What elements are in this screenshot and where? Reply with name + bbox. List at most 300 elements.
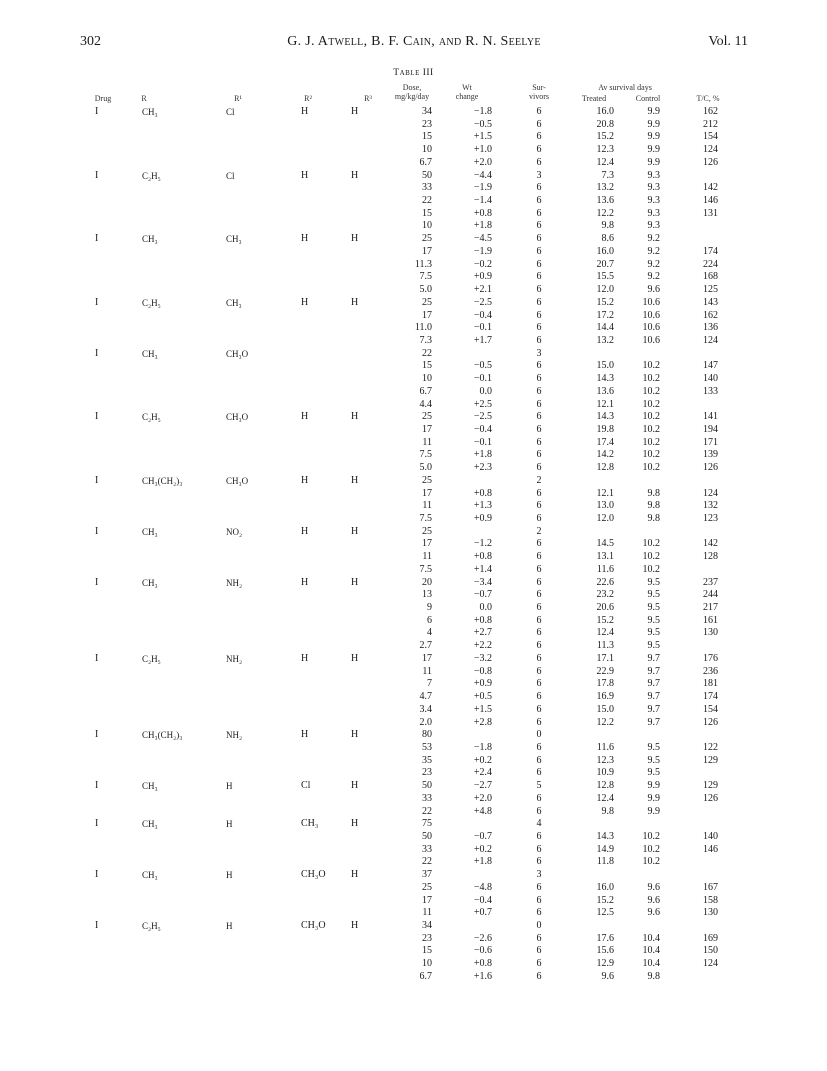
cell-r2: H [301,576,309,588]
cell-wt-change: +0.9 [473,513,492,524]
cell-treated: 22.6 [596,576,614,588]
table-row [0,971,827,984]
cell-dose: 35 [422,754,432,766]
header-treated: Treated [581,94,607,103]
cell-r1: CH₃ [226,297,242,308]
cell-survivors: 6 [536,284,542,296]
cell-wt-change: −2.5 [473,411,492,423]
cell-wt-change: +2.5 [473,398,492,410]
cell-dose: 80 [422,729,432,741]
cell-survivors: 6 [536,538,542,550]
cell-treated: 17.2 [596,309,614,321]
cell-dose: 17 [422,245,432,257]
cell-tc: 128 [703,551,718,563]
table-row [0,806,827,819]
cell-tc: 126 [703,156,718,168]
table-row [0,844,827,857]
cell-drug: I [95,652,99,664]
cell-dose: 10 [422,220,432,232]
cell-dose: 4.7 [419,691,432,703]
cell-tc: 136 [703,322,718,334]
cell-survivors: 6 [536,449,542,461]
cell-control: 10.2 [642,538,660,550]
cell-treated: 7.3 [601,169,614,181]
cell-wt-change: +0.8 [473,614,492,626]
cell-treated: 17.6 [596,932,614,944]
cell-treated: 12.9 [596,958,614,970]
cell-dose: 11.3 [414,258,432,270]
cell-treated: 14.3 [596,830,614,842]
cell-drug: I [95,411,99,423]
table-row [0,958,827,971]
cell-tc: 129 [703,780,718,792]
cell-wt-change: −1.9 [473,245,492,257]
cell-treated: 13.6 [596,385,614,397]
cell-survivors: 6 [536,156,542,168]
cell-dose: 11 [422,500,432,512]
cell-treated: 13.2 [596,334,614,346]
table-row [0,144,827,157]
cell-wt-change: −0.4 [473,423,492,435]
cell-drug: I [95,729,99,741]
cell-control: 10.2 [642,436,660,448]
cell-drug: I [95,869,99,881]
cell-survivors: 6 [536,665,542,677]
cell-treated: 12.8 [596,780,614,792]
cell-survivors: 6 [536,220,542,232]
cell-tc: 167 [703,881,718,893]
cell-tc: 194 [703,423,718,435]
cell-r: C₂H₅ [142,297,161,308]
cell-wt-change: −1.4 [473,195,492,207]
table-row [0,729,827,742]
cell-survivors: 6 [536,487,542,499]
cell-dose: 25 [422,296,432,308]
table-row [0,259,827,272]
cell-wt-change: −0.8 [473,665,492,677]
cell-r1: H [226,819,233,830]
cell-survivors: 6 [536,385,542,397]
cell-tc: 124 [703,958,718,970]
cell-survivors: 6 [536,602,542,614]
cell-tc: 125 [703,284,718,296]
cell-wt-change: −4.5 [473,233,492,245]
cell-control: 9.8 [647,487,660,499]
cell-control: 10.6 [642,322,660,334]
cell-survivors: 6 [536,741,542,753]
cell-control: 9.3 [647,220,660,232]
cell-survivors: 6 [536,195,542,207]
cell-survivors: 6 [536,627,542,639]
cell-treated: 13.6 [596,195,614,207]
cell-tc: 123 [703,513,718,524]
cell-control: 9.5 [647,754,660,766]
cell-wt-change: +2.1 [473,284,492,296]
cell-survivors: 6 [536,563,542,575]
cell-control: 9.9 [647,780,660,792]
cell-r2: CH₃O [301,869,326,881]
cell-dose: 13 [422,589,432,601]
cell-survivors: 6 [536,767,542,779]
cell-wt-change: +1.8 [473,856,492,868]
cell-control: 10.4 [642,932,660,944]
cell-treated: 12.4 [596,156,614,168]
cell-control: 9.5 [647,576,660,588]
cell-survivors: 6 [536,245,542,257]
cell-tc: 237 [703,576,718,588]
cell-tc: 143 [703,296,718,308]
cell-survivors: 6 [536,309,542,321]
cell-r: CH₃ [142,870,158,881]
cell-wt-change: +1.0 [473,144,492,156]
cell-drug: I [95,920,99,931]
cell-control: 9.2 [647,233,660,245]
cell-tc: 141 [703,411,718,423]
table-row [0,233,827,246]
table-row [0,564,827,577]
cell-treated: 13.0 [596,500,614,512]
cell-r1: H [226,870,233,881]
cell-dose: 17 [422,894,432,906]
cell-dose: 17 [422,487,432,499]
cell-dose: 17 [422,423,432,435]
cell-wt-change: −0.5 [473,118,492,130]
cell-treated: 16.9 [596,691,614,703]
table-row [0,895,827,908]
cell-survivors: 6 [536,652,542,664]
cell-wt-change: −0.4 [473,894,492,906]
cell-wt-change: +0.9 [473,678,492,690]
cell-tc: 140 [703,373,718,385]
table-row [0,157,827,170]
cell-r1: NH₂ [226,653,243,664]
cell-dose: 25 [422,525,432,537]
cell-r: CH₃(CH₂)₃ [142,475,183,486]
cell-control: 9.9 [647,106,660,117]
cell-treated: 13.2 [596,182,614,194]
cell-survivors: 6 [536,106,542,117]
cell-wt-change: +0.8 [473,207,492,219]
cell-tc: 142 [703,538,718,550]
cell-dose: 15 [422,360,432,372]
cell-r1: CH₃O [226,475,249,486]
cell-control: 9.9 [647,805,660,817]
cell-wt-change: −2.5 [473,296,492,308]
cell-wt-change: −0.1 [473,436,492,448]
cell-dose: 17 [422,309,432,321]
cell-dose: 22 [422,856,432,868]
cell-tc: 147 [703,360,718,372]
cell-dose: 53 [422,741,432,753]
cell-wt-change: −3.2 [473,652,492,664]
cell-drug: I [95,347,99,359]
cell-r2: H [301,652,309,664]
cell-r3: H [351,106,359,117]
cell-dose: 5.0 [419,462,432,474]
cell-survivors: 6 [536,703,542,715]
cell-dose: 22 [422,195,432,207]
table-row [0,640,827,653]
table-row [0,513,827,526]
cell-dose: 15 [422,945,432,957]
table-row [0,742,827,755]
cell-dose: 75 [422,818,432,830]
cell-dose: 11 [422,551,432,563]
cell-wt-change: +0.5 [473,691,492,703]
table-row [0,386,827,399]
table-row [0,475,827,488]
cell-r: CH₃ [142,234,158,245]
table-row [0,488,827,501]
cell-r1: H [226,921,233,931]
cell-wt-change: −0.1 [473,373,492,385]
cell-wt-change: +0.8 [473,551,492,563]
cell-control: 10.6 [642,296,660,308]
cell-r3: H [351,869,359,881]
cell-dose: 10 [422,144,432,156]
cell-dose: 11 [422,436,432,448]
table-row [0,793,827,806]
cell-control: 9.5 [647,741,660,753]
cell-control: 9.2 [647,245,660,257]
cell-survivors: 6 [536,678,542,690]
cell-wt-change: −1.8 [473,106,492,117]
cell-dose: 22 [422,347,432,359]
cell-dose: 11 [422,907,432,919]
cell-tc: 181 [703,678,718,690]
cell-control: 10.6 [642,334,660,346]
cell-control: 9.8 [647,970,660,982]
cell-wt-change: +1.3 [473,500,492,512]
cell-control: 9.5 [647,767,660,779]
cell-dose: 7.5 [419,563,432,575]
cell-treated: 11.6 [596,741,614,753]
cell-dose: 50 [422,169,432,181]
cell-r: CH₃ [142,819,158,830]
cell-treated: 14.3 [596,411,614,423]
cell-tc: 132 [703,500,718,512]
cell-survivors: 6 [536,958,542,970]
cell-drug: I [95,233,99,245]
cell-tc: 129 [703,754,718,766]
cell-dose: 33 [422,843,432,855]
cell-r3: H [351,920,359,931]
header-r3: R³ [364,94,372,103]
cell-survivors: 6 [536,436,542,448]
cell-control: 9.7 [647,691,660,703]
cell-wt-change: 0.0 [479,602,492,614]
cell-control: 9.7 [647,678,660,690]
cell-dose: 7.5 [419,271,432,283]
cell-dose: 11 [422,665,432,677]
cell-dose: 22 [422,805,432,817]
table-row [0,335,827,348]
cell-survivors: 3 [536,169,542,181]
cell-wt-change: +1.8 [473,449,492,461]
cell-survivors: 6 [536,830,542,842]
cell-treated: 11.6 [596,563,614,575]
cell-tc: 124 [703,334,718,346]
cell-survivors: 6 [536,513,542,524]
table-row [0,220,827,233]
cell-wt-change: +0.8 [473,487,492,499]
cell-survivors: 6 [536,945,542,957]
cell-r: C₂H₅ [142,653,161,664]
cell-survivors: 6 [536,296,542,308]
cell-r2: H [301,474,309,486]
cell-treated: 15.0 [596,703,614,715]
table-row [0,360,827,373]
cell-control: 9.6 [647,881,660,893]
table-row [0,182,827,195]
table-row [0,246,827,259]
cell-dose: 50 [422,830,432,842]
cell-survivors: 6 [536,462,542,474]
cell-control: 10.2 [642,360,660,372]
cell-treated: 16.0 [596,106,614,117]
cell-r1: CH₃O [226,412,249,423]
cell-treated: 12.0 [596,284,614,296]
cell-treated: 10.9 [596,767,614,779]
cell-r: C₂H₅ [142,921,161,931]
cell-survivors: 6 [536,894,542,906]
cell-survivors: 3 [536,347,542,359]
cell-survivors: 6 [536,970,542,982]
cell-dose: 23 [422,118,432,130]
table-row [0,678,827,691]
cell-control: 9.9 [647,118,660,130]
cell-treated: 17.8 [596,678,614,690]
cell-tc: 161 [703,614,718,626]
table-row [0,322,827,335]
header-surv-line2: vivors [529,92,549,101]
cell-control: 9.9 [647,792,660,804]
cell-treated: 16.0 [596,881,614,893]
cell-r: CH₃ [142,107,158,117]
cell-survivors: 6 [536,131,542,143]
cell-survivors: 6 [536,551,542,563]
table-row [0,208,827,221]
volume-label: Vol. 11 [708,34,748,49]
cell-wt-change: −0.7 [473,589,492,601]
cell-r1: NH₂ [226,577,243,588]
header-survivors [520,83,558,101]
table-row [0,119,827,132]
cell-dose: 37 [422,869,432,881]
table-row [0,297,827,310]
cell-tc: 154 [703,703,718,715]
cell-wt-change: −1.9 [473,182,492,194]
cell-r3: H [351,652,359,664]
cell-dose: 7.5 [419,449,432,461]
table-row [0,373,827,386]
cell-wt-change: +1.8 [473,220,492,232]
cell-treated: 15.0 [596,360,614,372]
cell-drug: I [95,525,99,537]
page-number: 302 [80,34,101,49]
cell-wt-change: +2.7 [473,627,492,639]
cell-treated: 12.4 [596,792,614,804]
cell-drug: I [95,474,99,486]
cell-dose: 7 [427,678,432,690]
cell-treated: 12.3 [596,144,614,156]
cell-dose: 20 [422,576,432,588]
cell-control: 10.2 [642,423,660,435]
cell-treated: 20.7 [596,258,614,270]
table-row [0,691,827,704]
cell-r3: H [351,729,359,741]
cell-tc: 131 [703,207,718,219]
cell-control: 9.9 [647,144,660,156]
cell-wt-change: +0.2 [473,754,492,766]
cell-wt-change: −0.2 [473,258,492,270]
cell-wt-change: +1.4 [473,563,492,575]
cell-tc: 176 [703,652,718,664]
cell-survivors: 6 [536,144,542,156]
cell-tc: 146 [703,843,718,855]
cell-wt-change: −1.8 [473,741,492,753]
cell-control: 10.2 [642,373,660,385]
cell-tc: 171 [703,436,718,448]
cell-dose: 23 [422,932,432,944]
cell-dose: 4 [427,627,432,639]
cell-control: 9.3 [647,169,660,181]
table-row [0,411,827,424]
cell-r: C₂H₅ [142,170,161,181]
cell-dose: 6.7 [419,156,432,168]
cell-survivors: 6 [536,754,542,766]
cell-r1: CH₃ [226,234,242,245]
cell-treated: 8.6 [601,233,614,245]
cell-tc: 133 [703,385,718,397]
table-row [0,767,827,780]
cell-survivors: 6 [536,856,542,868]
cell-r1: Cl [226,107,235,117]
table-row [0,500,827,513]
cell-tc: 224 [703,258,718,270]
cell-r2: H [301,729,309,741]
cell-dose: 25 [422,411,432,423]
cell-control: 9.7 [647,652,660,664]
cell-wt-change: −0.7 [473,830,492,842]
cell-tc: 124 [703,487,718,499]
cell-dose: 33 [422,182,432,194]
cell-survivors: 6 [536,614,542,626]
cell-treated: 12.3 [596,754,614,766]
cell-r1: NH₂ [226,730,243,741]
cell-r3: H [351,525,359,537]
cell-r2: Cl [301,780,311,792]
cell-survivors: 6 [536,716,542,728]
cell-treated: 9.6 [601,970,614,982]
cell-control: 9.6 [647,907,660,919]
cell-survivors: 6 [536,182,542,194]
table-row [0,284,827,297]
header-surv-line1: Sur- [532,83,546,92]
cell-dose: 9 [427,602,432,614]
cell-tc: 142 [703,182,718,194]
cell-r: CH₃(CH₂)₃ [142,730,183,741]
cell-dose: 6.7 [419,385,432,397]
cell-dose: 23 [422,767,432,779]
cell-survivors: 6 [536,411,542,423]
cell-tc: 217 [703,602,718,614]
header-wt [444,83,490,101]
cell-dose: 7.5 [419,513,432,524]
cell-control: 9.3 [647,195,660,207]
cell-dose: 25 [422,474,432,486]
cell-tc: 169 [703,932,718,944]
